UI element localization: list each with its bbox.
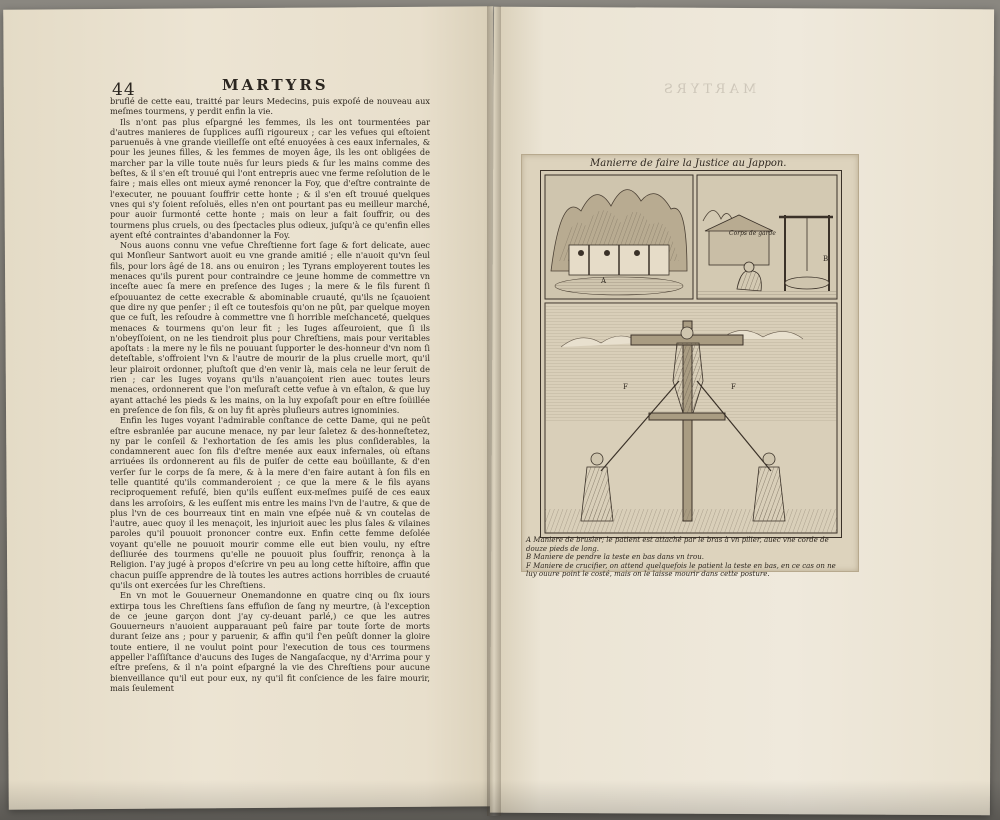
paragraph: bruflé de cette eau, traitté par leurs Medecins, puis expoſé de nouveau aux meſmes tourmens, y perdit enfin la vie. [110, 96, 430, 117]
label-a: A [601, 277, 607, 285]
running-head: MARTYRS [222, 76, 329, 94]
paragraph: Nous auons connu vne vefue Chreſtienne fort ſage & fort delicate, auec qui Monſieur Santwort auoit eu vne grande amitié ; elle n'auoit qu'vn ſeul fils, pour lors âgé de 18. ans ou enuiron ; les Tyrans employerent toutes les menaces qu'ils purent pour contraindre ce jeune homme de commettre vn inceſte auec ſa mere en preſence des Iuges ; la mere & le fils furent ſi eſpouuantez de cette execrable & abominable cruauté, qu'ils ne ſçauoient que dire ny que penſer ; il eſt ce toutesfois qu'on ne pût, par quelque moyen que ce fuſt, les reſoudre à commettre vne ſi horrible meſchanceté, quelques menaces & tourmens qu'on leur fit ; les Iuges aſſeuroient, que ſi ils n'obeyſſoient, on ne les tiendroit plus pour Chreſtiens, mais pour veritables apoſtats : la mere ny le fils ne pouuant ſupporter le des-honneur d'vn nom ſi deteſtable, s'offroient l'vn & l'autre de mourir de la plus cruelle mort, qu'il leur plairoit ordonner, pluſtoſt que d'en venir là, mais cela ne leur ſeruit de rien ; car les Iuges voyans qu'ils n'auançoient rien auec toutes leurs menaces, ordonnerent que l'on meſuraſt cette vefue à vn eſtalon, & que luy ayant attaché les pieds & les mains, on la luy expoſaſt pour en eſtre ſoüillée en preſence de ſon fils, & on luy fit après pluſieurs autres ignominies. [110, 240, 430, 415]
paragraph: En vn mot le Gouuerneur Onemandonne en quatre cinq ou ſix iours extirpa tous les Chreſtiens ſans effuſion de ſang ny meurtre, (à l'exception de ce jeune garçon dont j'ay cy-deuant parlé,) ce que les autres Gouuerneurs n'auoient aupparauant peû faire par toute ſorte de morts durant ſeize ans ; pour y paruenir, & affin qu'il ſ'en peûſt donner la gloire toute entiere, il ne voulut point pour l'execution de tous ces tourmens appeller l'aſſiſtance d'aucuns des Iuges de Nangaſacque, ny d'Arrima pour y eſtre preſens, & il n'a point eſpargné la vie des Chreſtiens pour aucune bienveillance qu'il eut pour eux, ny qu'il fit conſcience de les faire mourir, mais ſeulement [110, 590, 430, 693]
page-number: 44 [112, 80, 136, 100]
guardhouse-scene [697, 175, 837, 299]
corps-de-garde-label: Corps de garde [729, 230, 776, 237]
bottom-shadow [0, 780, 1000, 820]
book-gutter [487, 6, 501, 816]
engraving-illustration [541, 171, 841, 537]
caption-f: F Maniere de crucifier, on attend quelquefois le patient la teste en bas, en ce cas on ne luy ouure point le costé, mais on le laisse mourir dans cette posture. [526, 561, 836, 578]
engraving-frame [540, 170, 842, 538]
label-f-right: F [731, 383, 736, 391]
plate-title: Manierre de faire la Justice au Jappon. [590, 158, 787, 169]
crucifixion-scene [545, 303, 837, 533]
caption-b: B Maniere de pendre la teste en bas dans vn trou. [526, 553, 704, 561]
caption-a: A Maniere de brusler; le patient est attaché par le bras à vn pilier, auec vne corde de douze pieds de long. [526, 536, 829, 553]
paragraph: Enfin les Iuges voyant l'admirable conſtance de cette Dame, qui ne peût eſtre esbranlée par aucune menace, ny par leur ſaletez & des-honneſtetez, ny par le conſeil & l'exhortation de ſes amis les plus conſiderables, la condamnerent auec ſon fils d'eſtre menée aux eaux infernales, où eſtans arriuées ils ordonnerent au fils de puiſer de cette eau boüillante, & d'en verſer ſur le corps de ſa mere, & à la mere d'en faire autant à ſon fils en telle quantité qu'ils commanderoient ; ce que la mere & le fils ayans reciproquement refuſé, bien qu'ils euſſent eux-meſmes puiſé de ces eaux dans les arroſoirs, & les euſſent mis entre les mains l'vn de l'autre, & que de plus l'vn de ces bourreaux tint en main vne eſpée nuë & vn coutelas de l'autre, auec quoy il les menaçoit, les injurioit auec les plus ſales & vilaines paroles qu'il pouuoit prononcer contre eux. Enfin cette femme deſolée voyant qu'elle ne pouuoit mourir comme elle eut bien voulu, ny eſtre deſliurée des tourmens qu'elle ne pouuoit plus ſouffrir, renonça à la Religion. I'ay jugé à propos d'eſcrire vn peu au long cette hiſtoire, affin que chacun puiſſe apprendre de là toutes les autres actions horribles de cruauté qu'ils ont exercées ſur les Chreſtiens. [110, 415, 430, 590]
paragraph: Ils n'ont pas plus eſpargné les femmes, ils les ont tourmentées par d'autres manieres de ſupplices auſſi rigoureux ; car les vefues qui eſtoient paruenuës à vne grande vieilleſſe ont eſté enuoyées à ces eaux infernales, & pour les jeunes filles, & les femmes de moyen âge, ils les ont obligées de marcher par la ville toute nuës ſur leurs pieds & ſur les mains comme des beſtes, & il s'en eſt trouué qui l'ont entrepris auec vne ferme reſolution de le faire ; mais elles ont mieux aymé renoncer la Foy, que d'eſtre contrainte de l'executer, ne pouuant ſouffrir cette honte ; & il s'en eſt trouué quelques vnes qui s'y ſoient reſoluës, elles n'en ont pourtant pas eu meilleur marché, pour auoir ſurmonté cette honte ; mais on leur a fait ſouffrir, ou des tourmens plus cruels, ou des ſpectacles plus odieux, juſqu'à ce qu'enfin elles ayent eſté contraintes d'abandonner la Foy. [110, 116, 430, 240]
burning-scene [545, 175, 693, 299]
plate-caption [526, 536, 836, 579]
label-b: B [823, 255, 829, 263]
label-f-left: F [623, 383, 628, 391]
show-through-running-head: MARTYRS [660, 82, 757, 97]
body-text [110, 96, 430, 693]
